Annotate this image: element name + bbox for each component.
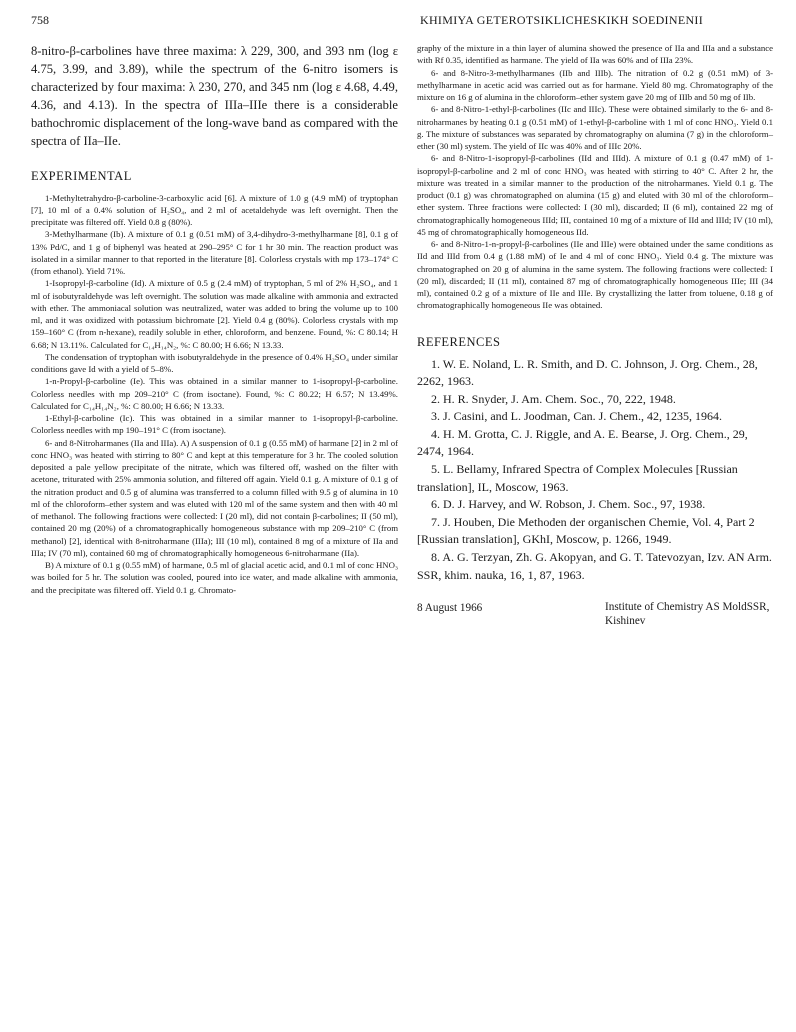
para-nitro-1-ethyl-carbolines: 6- and 8-Nitro-1-ethyl-β-carbolines (IIc and IIIc). These were obtained similarly to the 6- and 8-nitroharmanes by heating 0.1 g (0.51 mM) of 1-ethyl-β-carboline with 1 ml of conc HNO₃. Yield 0.1 g. The mixture of substances was separated by chromatography on alumina (7 g) in the chloroform–ether (30 ml) system. The yield of IIc was 40% and of IIIc 20%. (417, 104, 773, 151)
experimental-body-continued (417, 42, 773, 312)
references-heading: REFERENCES (417, 334, 501, 349)
experimental-body (31, 192, 398, 596)
para-chromatography-continued: graphy of the mixture in a thin layer of alumina showed the presence of IIa and IIIa and a substance with Rf 0.35, identified as harmane. The yield of IIa was 60% and of IIIa 23%. (417, 43, 773, 66)
reference-item: 5. L. Bellamy, Infrared Spectra of Complex Molecules [Russian translation], IL, Moscow, 1963. (417, 462, 738, 494)
reference-item: 6. D. J. Harvey, and W. Robson, J. Chem. Soc., 97, 1938. (431, 497, 706, 512)
experimental-heading: EXPERIMENTAL (31, 168, 132, 183)
para-nitro-1-n-propyl-carbolines: 6- and 8-Nitro-1-n-propyl-β-carbolines (IIe and IIIe) were obtained under the same conditions as IId and IIId from 0.4 g (1.88 mM) of Ie and 4 ml of conc HNO₃. Yield 0.4 g. The mixture was chromatographed on 20 g of alumina in the same system. The following fractions were collected: I (20 ml), discarded; II (11 ml), contained 87 mg of chromatographically homogeneous IIIe; III (34 ml), contained 0.2 g of a mixture of IIe and IIIe. By crystallizing the latter from toluene, 0.18 g of chromatographically homogeneous IIe was obtained. (417, 239, 773, 311)
journal-title: KHIMIYA GETEROTSIKLICHESKIKH SOEDINENII (420, 13, 704, 27)
para-nitro-3-methylharmanes: 6- and 8-Nitro-3-methylharmanes (IIb and IIIb). The nitration of 0.2 g (0.51 mM) of 3-methylharmane in acetic acid was carried out as for harmane. Yield 80 mg. Chromatography of the mixture on 16 g of alumina in the chloroform–ether system gave 20 mg of IIIb and 50 mg of IIb. (417, 67, 773, 102)
para-condensation: The condensation of tryptophan with isobutyraldehyde in the presence of 0.4% H₂SO₄ under similar conditions gave Id with a yield of 5–8%. (31, 351, 398, 375)
para-nitroharmanes-b: B) A mixture of 0.1 g (0.55 mM) of harmane, 0.5 ml of glacial acetic acid, and 0.1 ml of conc HNO₃ was boiled for 5 hr. The solution was cooled, poured into ice water, and made alkaline with ammonia, and the precipitate was filtered off. Yield 0.1 g. Chromato- (31, 560, 398, 595)
institute-affiliation: Institute of Chemistry AS MoldSSR, Kishinev (605, 601, 770, 628)
intro-paragraph: 8-nitro-β-carbolines have three maxima: λ 229, 300, and 393 nm (log ε 4.75, 3.99, and 3.89), while the spectrum of the 6-nitro isomers is characterized by four maxima: λ 230, 270, and 345 nm (log ε 4.68, 4.49, 4.36, and 4.13). In the spectra of IIIa–IIIe there is a considerable bathochromic displacement of the long-wave band as compared with the spectra of IIa–IIe. (31, 44, 398, 149)
received-date: 8 August 1966 (417, 602, 483, 615)
reference-item: 2. H. R. Snyder, J. Am. Chem. Soc., 70, 222, 1948. (431, 391, 676, 406)
page-number: 758 (31, 13, 49, 27)
reference-item: 7. J. Houben, Die Methoden der organischen Chemie, Vol. 4, Part 2 [Russian translation], GKhI, Moscow, p. 1266, 1949. (417, 514, 755, 547)
para-1-isopropyl-carboline: 1-Isopropyl-β-carboline (Id). A mixture of 0.5 g (2.4 mM) of tryptophan, 5 ml of 2% H₂SO₄, and 1 ml of isobutyraldehyde was left overnight. The solution was made alkaline with ammonia and extracted with ether. The ammoniacal solution was neutralized, water was added to bring the volume up to 100 ml, and it was oxidized with potassium bichromate [2]. Yield 0.4 g (80%). Colorless crystals with mp 159–160° C (from n-hexane), readily soluble in ether, chloroform, and benzene. Found, %: C 80.14; H 6.68; N 13.11%. Calculated for C₁₄H₁₄N₂, %: C 80.00; H 6.66; N 13.33. (31, 278, 398, 350)
para-1-ethyl-carboline: 1-Ethyl-β-carboline (Ic). This was obtained in a similar manner to 1-isopropyl-β-carboline. Colorless needles with mp 190–191° C (from isoctane). (31, 413, 398, 436)
para-nitroharmanes-a: 6- and 8-Nitroharmanes (IIa and IIIa). A) A suspension of 0.1 g (0.55 mM) of harmane [2] in 2 ml of conc HNO₃ was heated with stirring to 80° C and kept at this temperature for 3 hr. The cooled solution deposited a pale yellow precipitate of the nitrate, which was filtered off, washed on the filter with acetone, triturated with 25% ammonia solution, and filtered off again. Yield 0.1 g. A mixture of 0.1 g of the nitration product and 0.5 g of alumina was transferred to a column filled with 9.5 g of alumina in 10 ml of the chloroform–ether system and was eluted with 120 ml of the same system and then with 40 ml of methanol. The following fractions were collected: I (20 ml), did not contain β-carbolines; II (50 ml), contained 20 mg (20%) of a chromatographically homogeneous substance with mp 209–210° C (from methanol) [2], identical with 8-nitroharmane (IIIa); III (10 ml), contained 8 mg of a mixture of IIa and IIIa; IV (70 ml), contained 60 mg of chromatographically homogeneous 6-nitroharmane (IIa). (31, 437, 398, 558)
para-methyltetrahydro-carboline: 1-Methyltetrahydro-β-carboline-3-carboxylic acid [6]. A mixture of 1.0 g (4.9 mM) of tryptophan [7], 10 ml of a 0.4% solution of H₂SO₄, and 2 ml of acetaldehyde was left overnight. Then the precipitate was filtered off. Yield 0.8 g (80%). (31, 192, 398, 228)
para-1-n-propyl-carboline: 1-n-Propyl-β-carboline (Ie). This was obtained in a similar manner to 1-isopropyl-β-carboline. Colorless needles with mp 209–210° C (from isoctane). Found, %: C 80.22; H 6.57; N 13.49%. Calculated for C₁₄H₁₄N₂, %: C 80.00; H 6.66; N 13.33. (31, 376, 398, 411)
reference-item: 1. W. E. Noland, L. R. Smith, and D. C. Johnson, J. Org. Chem., 28, 2262, 1963. (417, 356, 758, 389)
signature-block (417, 600, 773, 628)
reference-item: 8. A. G. Terzyan, Zh. G. Akopyan, and G. T. Tatevozyan, Izv. AN Arm. SSR, khim. nauka, 16, 1, 87, 1963. (417, 550, 772, 582)
reference-item: 3. J. Casini, and L. Joodman, Can. J. Chem., 42, 1235, 1964. (431, 409, 722, 424)
para-3-methylharmane: 3-Methylharmane (Ib). A mixture of 0.1 g (0.51 mM) of 3,4-dihydro-3-methylharmane [8], 0.1 g of 13% Pd/C, and 1 g of biphenyl was heated at 290–295° C for 1 hr 30 min. The reaction product was isolated in a similar manner to that reported in the literature [8]. Colorless crystals with mp 173–174° C (from ethanol). Yield 71%. (31, 229, 398, 277)
references-list (417, 356, 773, 585)
left-column (31, 42, 398, 596)
right-column (417, 42, 773, 628)
para-nitro-1-isopropyl-carbolines: 6- and 8-Nitro-1-isopropyl-β-carbolines (IId and IIId). A mixture of 0.1 g (0.47 mM) of 1-isopropyl-β-carboline and 2 ml of conc HNO₃ was heated with stirring to 40° C. After 2 hr, the mixture was treated in a similar manner to the production of the nitroharmanes. Yield 0.1 g. The product (0.1 g) was chromatographed on alumina (15 g) and eluted with 30 ml of the chloroform–ether system. Three fractions were collected: I (30 ml), discarded; II (6 ml), contained 22 mg of chromatographically homogeneous IIId; III, contained 10 mg of a mixture of IId and IIId; IV (10 ml), 45 mg of chromatographically homogeneous IId. (417, 153, 773, 237)
reference-item: 4. H. M. Grotta, C. J. Riggle, and A. E. Bearse, J. Org. Chem., 29, 2474, 1964. (417, 426, 748, 459)
